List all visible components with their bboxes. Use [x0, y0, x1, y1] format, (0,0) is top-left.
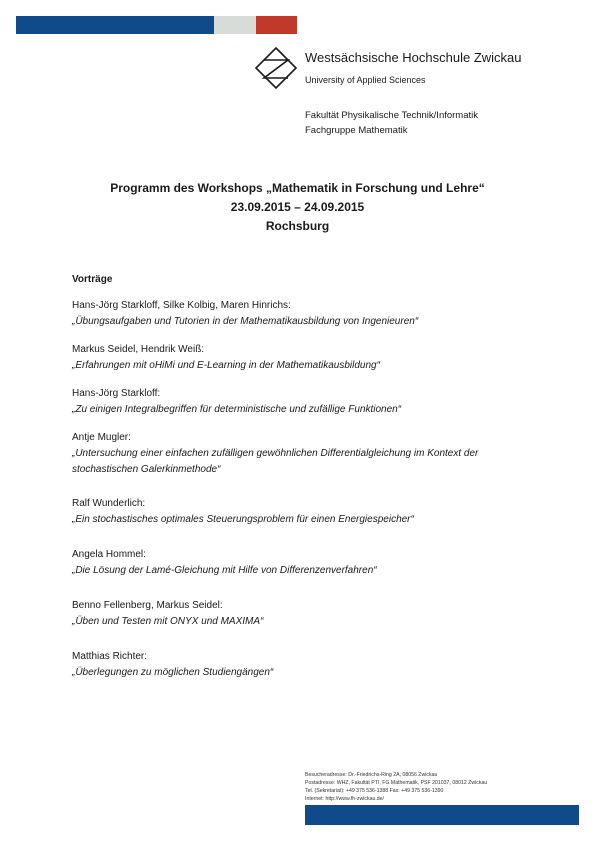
university-subtitle: University of Applied Sciences	[305, 75, 426, 85]
talk-title: „Zu einigen Integralbegriffen für deterministische und zufällige Funktionen“	[72, 404, 402, 415]
talk-item	[72, 298, 542, 330]
talk-item	[72, 547, 542, 579]
university-logo-icon	[254, 46, 298, 90]
talk-speakers: Markus Seidel, Hendrik Weiß:	[72, 344, 205, 355]
footer-phone: Tel. (Sekretariat): +49 375 536-1388 Fax: +49 375 536-1390	[305, 788, 444, 794]
talk-item	[72, 342, 542, 374]
talk-title: „Ein stochastisches optimales Steuerungsproblem für einen Energiespeicher“	[72, 514, 414, 525]
footer-website: Internet: http://www.fh-zwickau.de/	[305, 796, 384, 802]
talk-speakers: Hans-Jörg Starkloff:	[72, 388, 161, 399]
talk-speakers: Antje Mugler:	[72, 432, 131, 443]
title-dates: 23.09.2015 – 24.09.2015	[230, 200, 365, 214]
header-bar-blue	[16, 16, 214, 34]
footer-postal-address: Postadresse: WHZ, Fakultät PTI, FG Mathematik, PSF 201037, 08012 Zwickau	[305, 780, 488, 786]
talk-title: „Überlegungen zu möglichen Studiengängen“	[72, 667, 274, 678]
talk-item	[72, 598, 542, 630]
talk-speakers: Benno Fellenberg, Markus Seidel:	[72, 600, 223, 611]
talk-title: „Erfahrungen mit oHiMi und E-Learning in der Mathematikausbildung“	[72, 360, 380, 371]
header-bar-grey	[214, 16, 256, 34]
section-heading: Vorträge	[72, 274, 113, 285]
talk-title: „Die Lösung der Lamé-Gleichung mit Hilfe von Differenzenverfahren“	[72, 565, 377, 576]
faculty-group: Fachgruppe Mathematik	[305, 125, 408, 136]
talk-speakers: Angela Hommel:	[72, 549, 146, 560]
title-location: Rochsburg	[265, 219, 330, 233]
faculty-name: Fakultät Physikalische Technik/Informatik	[305, 110, 479, 121]
faculty-block	[305, 108, 478, 138]
talk-speakers: Matthias Richter:	[72, 651, 148, 662]
talk-item	[72, 386, 542, 418]
talk-item	[72, 496, 542, 528]
talk-title: „Untersuchung einer einfachen zufälligen gewöhnlichen Differentialgleichung im Kontext der stochastischen Galerkinmethode“	[72, 448, 479, 475]
talk-item	[72, 649, 542, 681]
university-name: Westsächsische Hochschule Zwickau	[305, 50, 522, 65]
footer-visitor-address: Besucheradresse: Dr.-Friedrichs-Ring 2A, 08056 Zwickau	[305, 772, 438, 778]
document-title	[0, 179, 595, 236]
talk-title: „Üben und Testen mit ONYX und MAXIMA“	[72, 616, 264, 627]
header-bar-red	[256, 16, 297, 34]
footer-address	[305, 771, 487, 803]
title-line-1: Programm des Workshops „Mathematik in Forschung und Lehre“	[110, 181, 485, 195]
talk-speakers: Ralf Wunderlich:	[72, 498, 146, 509]
talk-title: „Übungsaufgaben und Tutorien in der Mathematikausbildung von Ingenieuren“	[72, 316, 419, 327]
talk-item	[72, 430, 542, 478]
talk-speakers: Hans-Jörg Starkloff, Silke Kolbig, Maren Hinrichs:	[72, 300, 291, 311]
footer-bar-blue	[305, 805, 579, 825]
